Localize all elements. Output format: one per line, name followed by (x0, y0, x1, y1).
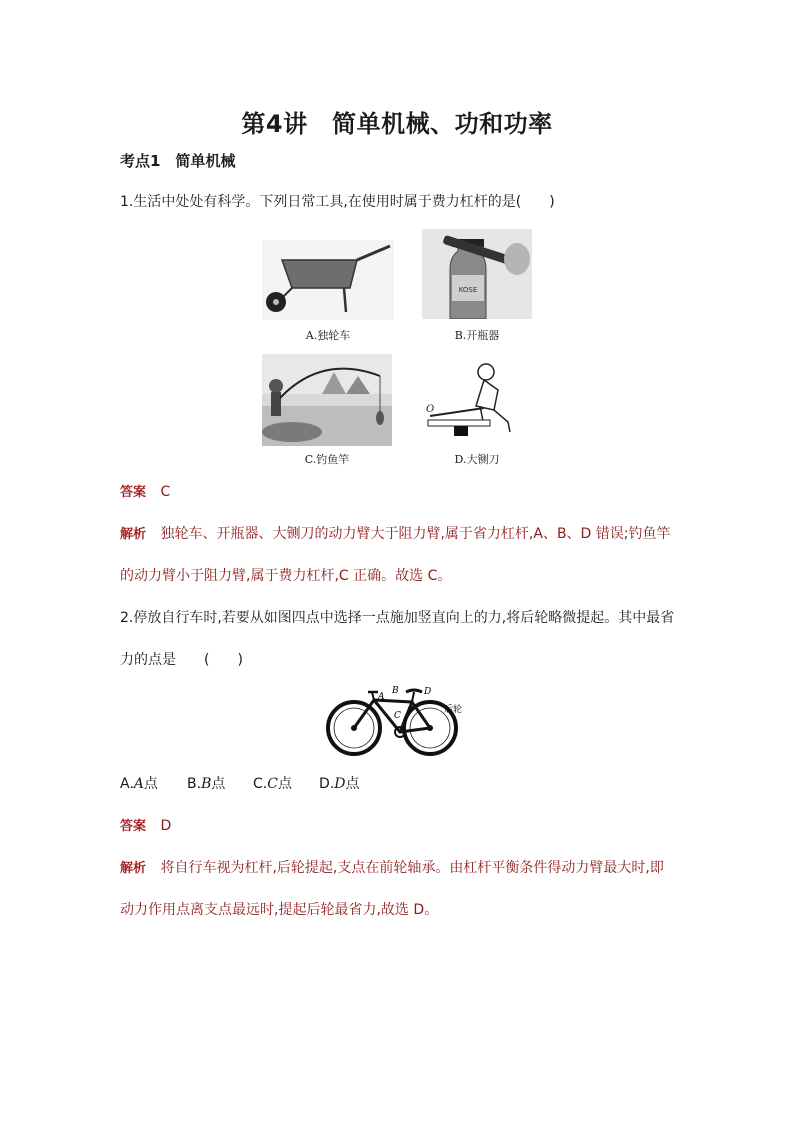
caption-b: B.开瓶器 (454, 329, 500, 342)
caption-c: C.钓鱼竿 (304, 453, 350, 466)
option-d: D.D点 (319, 776, 360, 792)
fulcrum-label: O (426, 404, 435, 415)
question-1-stem: 1.生活中处处有科学。下列日常工具,在使用时属于费力杠杆的是( ) (120, 194, 555, 210)
question-2-stem: 2.停放自行车时,若要从如图四点中选择一点施加竖直向上的力,将后轮略微提起。其中最省 (120, 610, 675, 626)
q2-answer-row (120, 816, 171, 837)
q2-analysis-row (120, 858, 664, 879)
question-2-stem-cont: 力的点是 ( ) (120, 652, 243, 668)
analysis-text: 独轮车、开瓶器、大铡刀的动力臂大于阻力臂,属于省力杠杆,A、B、D 错误;钓鱼竿 (160, 526, 671, 542)
wheelbarrow-image (262, 240, 394, 320)
bike-label-a: A (378, 692, 385, 702)
option-b: B.B点 (187, 776, 226, 792)
bicycle-diagram (324, 682, 474, 758)
analysis-text-2: 将自行车视为杠杆,后轮提起,支点在前轮轴承。由杠杆平衡条件得动力臂最大时,即 (160, 860, 664, 876)
bike-label-c: C (394, 711, 401, 721)
bike-label-rear: 后轮 (444, 705, 463, 715)
page-title: 第4讲 简单机械、功和功率 (241, 110, 553, 138)
analysis-text-2-cont: 动力作用点离支点最远时,提起后轮最省力,故选 D。 (120, 902, 439, 918)
q1-answer-row (120, 482, 170, 503)
option-c: C.C点 (253, 776, 292, 792)
option-a: A.A点 (120, 776, 158, 792)
analysis-label: 解析 (120, 527, 147, 542)
bike-label-d: D (424, 687, 432, 697)
bottle-opener-image (422, 229, 532, 319)
analysis-text-cont: 的动力臂小于阻力臂,属于费力杠杆,C 正确。故选 C。 (120, 568, 452, 584)
caption-d: D.大铡刀 (454, 453, 500, 466)
analysis-label-2: 解析 (120, 861, 147, 876)
section-heading: 考点1 简单机械 (120, 152, 236, 170)
answer-label-2: 答案 (120, 819, 147, 834)
answer-value: C (160, 484, 171, 500)
bike-label-b: B (392, 686, 399, 696)
q1-analysis-row (120, 524, 671, 545)
bottle-label-text: KOSE (458, 286, 478, 294)
fishing-rod-image (262, 354, 392, 446)
guillotine-cutter-image (424, 360, 524, 442)
caption-a: A.独轮车 (305, 329, 351, 342)
answer-label: 答案 (120, 485, 147, 500)
answer-value-2: D (160, 818, 172, 834)
